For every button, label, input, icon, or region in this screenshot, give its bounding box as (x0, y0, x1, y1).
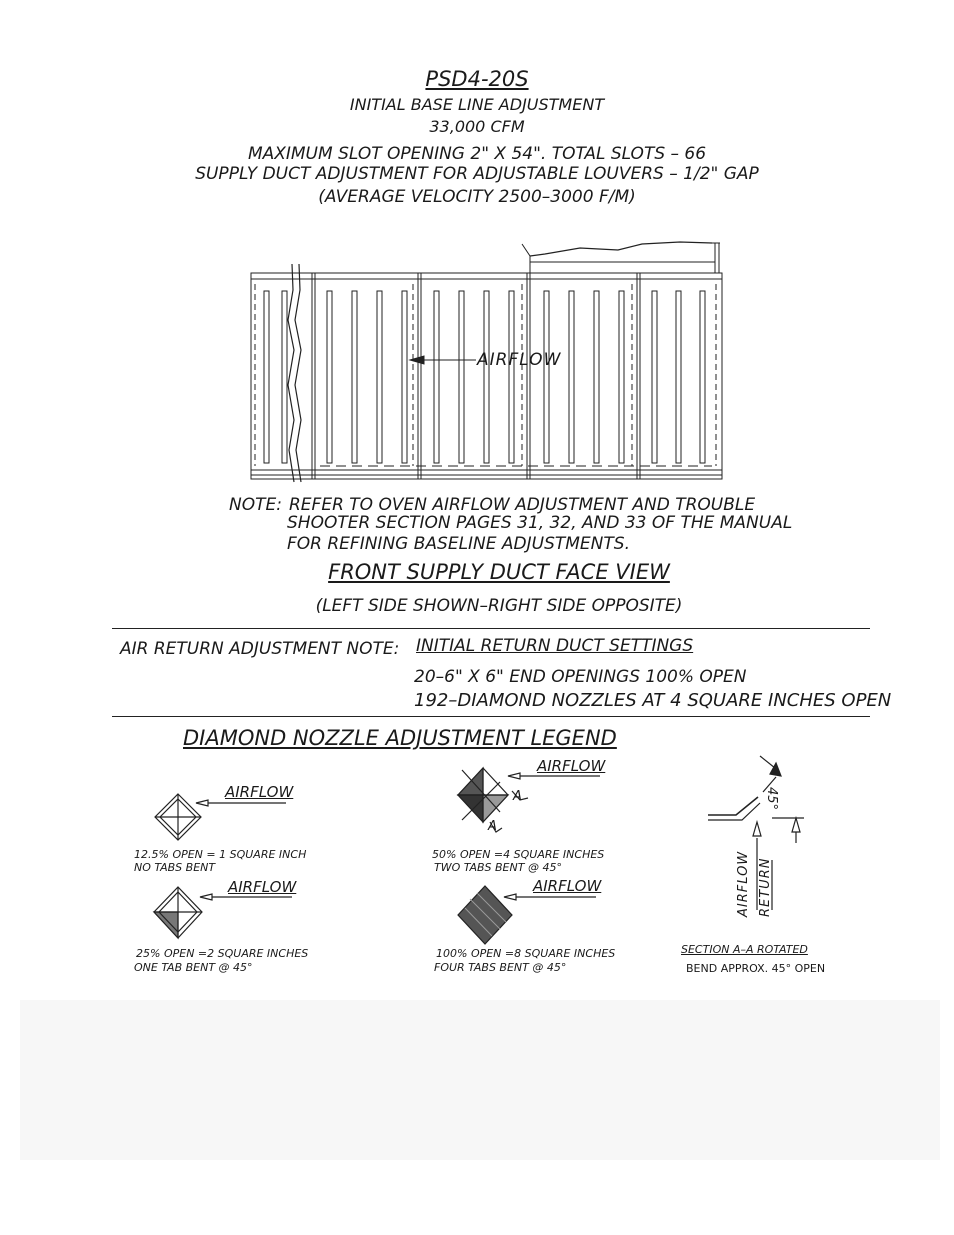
spec-line-2: SUPPLY DUCT ADJUSTMENT FOR ADJUSTABLE LOUVERS – 1/2" GAP (195, 164, 759, 184)
legend-item-3-line-1: 50% OPEN =4 SQUARE INCHES (432, 848, 605, 861)
section-title: SECTION A–A ROTATED (681, 943, 808, 956)
legend-title: DIAMOND NOZZLE ADJUSTMENT LEGEND (183, 726, 617, 750)
section-return-label: RETURN (758, 857, 773, 917)
nozzle-25-icon (154, 887, 202, 938)
legend-item-2-airflow: AIRFLOW (228, 878, 297, 896)
legend-item-1-line-1: 12.5% OPEN = 1 SQUARE INCH (134, 848, 307, 861)
legend-item-2-line-2: ONE TAB BENT @ 45° (134, 961, 253, 974)
note-line-1: REFER TO OVEN AIRFLOW ADJUSTMENT AND TROUBLE (289, 495, 756, 515)
nozzle-100-icon (458, 886, 512, 944)
legend-item-4-line-1: 100% OPEN =8 SQUARE INCHES (436, 947, 616, 960)
divider-top (112, 628, 870, 629)
section-caption: BEND APPROX. 45° OPEN (686, 962, 826, 975)
section-a-a-diagram (708, 756, 804, 910)
spec-line-3: (AVERAGE VELOCITY 2500–3000 F/M) (318, 187, 636, 207)
section-mark-a-1: A (513, 789, 522, 804)
legend-item-4-line-2: FOUR TABS BENT @ 45° (434, 961, 567, 974)
legend-item-1-line-2: NO TABS BENT (134, 861, 216, 874)
duct-airflow-label: AIRFLOW (477, 350, 562, 370)
note-label: NOTE: (229, 495, 282, 515)
legend-item-3-airflow: AIRFLOW (537, 757, 606, 775)
section-angle-label: 45° (764, 787, 779, 811)
air-return-heading: INITIAL RETURN DUCT SETTINGS (416, 636, 694, 656)
legend-item-2-line-1: 25% OPEN =2 SQUARE INCHES (136, 947, 309, 960)
air-return-line-2: 192–DIAMOND NOZZLES AT 4 SQUARE INCHES OPEN (414, 690, 892, 711)
page-subtitle: INITIAL BASE LINE ADJUSTMENT (349, 95, 605, 114)
break-line-left (288, 264, 294, 482)
spec-line-1: MAXIMUM SLOT OPENING 2" X 54". TOTAL SLOTS – 66 (247, 144, 707, 164)
air-return-label: AIR RETURN ADJUSTMENT NOTE: (120, 639, 400, 659)
legend-item-1-airflow: AIRFLOW (225, 783, 294, 801)
nozzle-50-icon (458, 768, 508, 822)
duct-slots (264, 291, 705, 463)
section-mark-a-2: A (488, 819, 497, 834)
section-airflow-label: AIRFLOW (736, 850, 751, 917)
view-subtitle: (LEFT SIDE SHOWN–RIGHT SIDE OPPOSITE) (315, 596, 683, 616)
legend-item-3-line-2: TWO TABS BENT @ 45° (434, 861, 562, 874)
duct-outer-frame (251, 273, 722, 479)
nozzle-12-5-icon (155, 794, 201, 840)
legend-item-4-airflow: AIRFLOW (533, 877, 602, 895)
view-title: FRONT SUPPLY DUCT FACE VIEW (328, 560, 670, 584)
note-line-3: FOR REFINING BASELINE ADJUSTMENTS. (287, 534, 630, 554)
page-title: PSD4-20S (425, 67, 529, 91)
cfm-value: 33,000 CFM (429, 117, 525, 136)
break-line-right (295, 264, 301, 482)
air-return-line-1: 20–6" X 6" END OPENINGS 100% OPEN (414, 667, 747, 687)
divider-bottom (112, 716, 870, 717)
note-line-2: SHOOTER SECTION PAGES 31, 32, AND 33 OF THE MANUAL (287, 513, 793, 533)
